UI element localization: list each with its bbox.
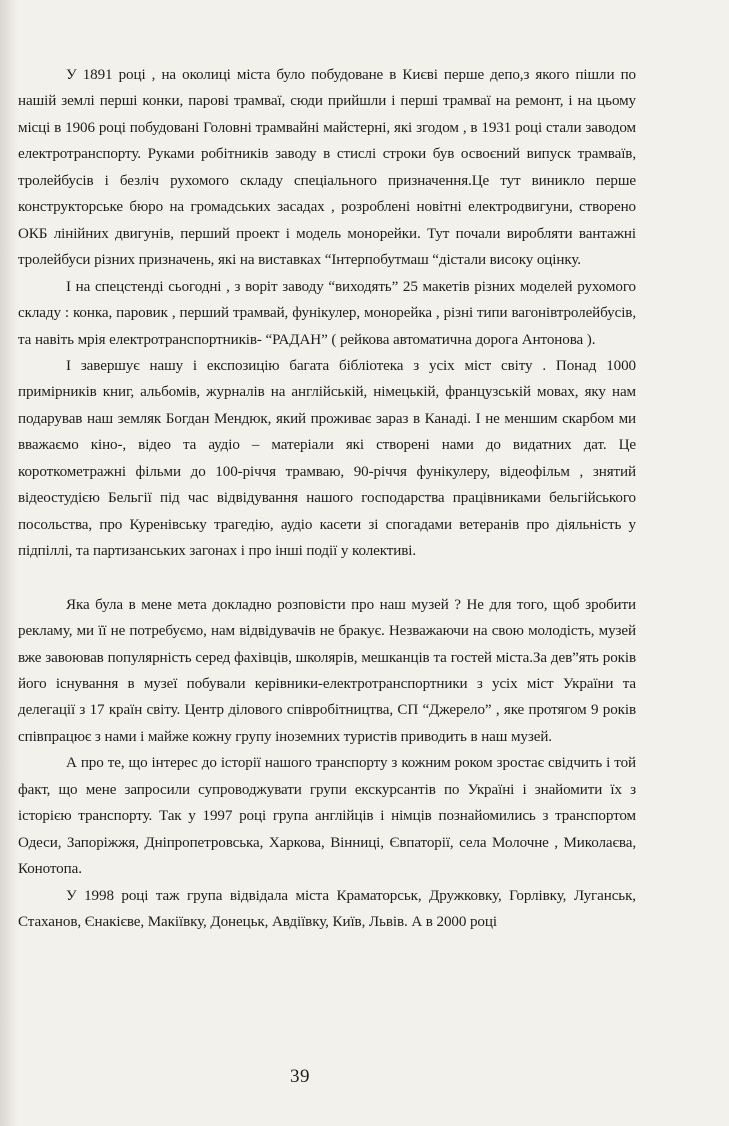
paragraph-5: А про те, що інтерес до історії нашого транспорту з кожним роком зростає свідчить і той факт, що мене запросили супроводжувати групи екскурсантів по Україні і знайомити їх з історією транспорту. Так у 1997 році група англійців і німців познайомились з транспортом Одеси, Запоріжжя, Дніпропетровська, Харкова, Вінниці, Євпаторії, села Молочне , Миколаєва, Конотопа. [18, 755, 636, 878]
body-text [18, 62, 636, 936]
page-number: 39 [290, 1066, 310, 1087]
paragraph-3: І завершує нашу і експозицію багата бібліотека з усіх міст світу . Понад 1000 примірників книг, альбомів, журналів на англійській, німецькій, французській мовах, яку нам подарував наш земляк Богдан Мендюк, який проживає зараз в Канаді. І не меншим скарбом ми вважаємо кіно-, відео та аудіо – матеріали які створені нами до видатних дат. Це короткометражні фільми до 100-річчя трамваю, 90-річчя фунікулеру, відеофільм , знятий відеостудією Бельгії під час відвідування нашого господарства працівниками бельгійського посольства, про Куренівську трагедію, аудіо касети зі спогадами ветеранів про діяльність у підпіллі, та партизанських загонах і про інші події у колективі. [18, 357, 636, 560]
paragraph-2: І на спецстенді сьогодні , з воріт заводу “виходять” 25 макетів різних моделей рухомого складу : конка, паровик , перший трамвай, фунікулер, монорейка , різні типи вагонівтролейбусів, та навіть мрія електротранспортників- “РАДАН” ( рейкова автоматична дорога Антонова ). [18, 278, 636, 348]
paragraph-1: У 1891 році , на околиці міста було побудоване в Києві перше депо,з якого пішли по нашій землі перші конки, парові трамваї, сюди прийшли і перші трамваї на ремонт, і на цьому місці в 1906 році побудовані Головні трамвайні майстерні, які згодом , в 1931 році стали заводом електротранспорту. Руками робітників заводу в стислі строки був освоєний випуск трамваїв, тролейбусів і безліч рухомого складу спеціального призначення.Це тут виникло перше конструкторське бюро на громадських засадах , розроблені новітні електродвигуни, створено ОКБ лінійних двигунів, перший проект і модель монорейки. Тут почали виробляти вантажні тролейбуси різних призначень, які на виставках “Інтерпобутмаш “дістали високу оцінку. [18, 67, 636, 269]
paragraph-spacer [18, 565, 636, 592]
paragraph-4: Яка була в мене мета докладно розповісти про наш музей ? Не для того, щоб зробити рекламу, ми її не потребуємо, нам відвідувачів не бракує. Незважаючи на свою молодість, музей вже завоював популярність серед фахівців, школярів, мешканців та гостей міста.За дев”ять років його існування в музеї побували керівники-електротранспортники з усіх міст України та делегації з 17 країн світу. Центр ділового співробітництва, СП “Джерело” , яке протягом 9 років співпрацює з нами і майже кожну групу іноземних туристів приводить в наш музей. [18, 596, 636, 745]
paragraph-6: У 1998 році таж група відвідала міста Краматорськ, Дружковку, Горлівку, Луганськ, Стаханов, Єнакієве, Макіївку, Донецьк, Авдіївку, Київ, Львів. А в 2000 році [18, 887, 636, 931]
